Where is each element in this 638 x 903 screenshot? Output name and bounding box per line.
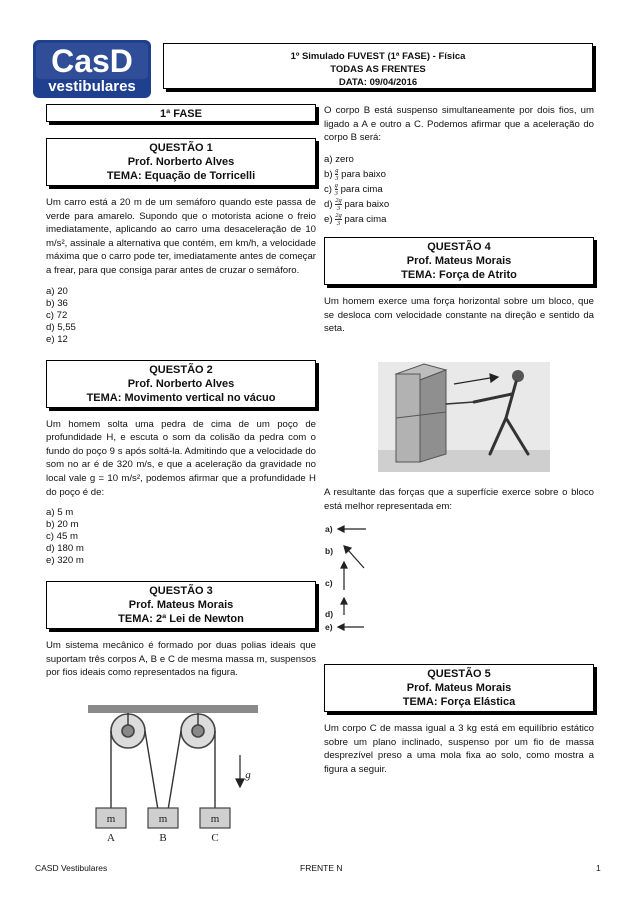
q5-prof: Prof. Mateus Morais <box>406 682 512 694</box>
q4-header <box>324 237 594 285</box>
arrow-e <box>338 624 364 630</box>
q3-title: QUESTÃO 3 <box>149 585 213 598</box>
q4-title: QUESTÃO 4 <box>427 240 491 253</box>
q4-prof: Prof. Mateus Morais <box>406 254 512 267</box>
q4-tema: TEMA: Força de Atrito <box>401 268 517 281</box>
q4-photo <box>378 362 550 472</box>
header-line-1: 1º Simulado FUVEST (1ª FASE) - Física <box>290 51 466 62</box>
q5-tema: TEMA: Força Elástica <box>402 696 516 708</box>
q3-options <box>324 153 594 227</box>
arrow-options <box>324 520 404 632</box>
q2-tema: TEMA: Movimento vertical no vácuo <box>86 391 276 404</box>
q1-option-d: d) 5,55 <box>46 321 76 333</box>
q5-header <box>324 664 594 712</box>
right-column-2 <box>324 486 594 513</box>
q5-title: QUESTÃO 5 <box>427 668 491 680</box>
mass-a-label: m <box>106 813 116 825</box>
q2-title: QUESTÃO 2 <box>149 363 213 376</box>
body-a-label: A <box>107 832 115 844</box>
arrow-b <box>344 546 364 568</box>
q1-option-a: a) 20 <box>46 285 68 297</box>
q1-header <box>46 138 316 186</box>
q3-tema: TEMA: 2ª Lei de Newton <box>118 613 244 626</box>
q1-options <box>46 286 316 346</box>
q2-option-e: e) 320 m <box>46 555 84 567</box>
q3-text: Um sistema mecânico é formado por duas polias ideais que suportam três corpos A, B e C de mesma massa m, suspensos por fios ideais como representados na figura. <box>46 640 316 679</box>
header-line-3: DATA: 09/04/2016 <box>338 77 418 88</box>
q2-header <box>46 360 316 408</box>
q4-text-2: A resultante das forças que a superfície exerce sobre o bloco está melhor representada em: <box>324 487 594 512</box>
arrow-label-a: a) <box>325 524 333 534</box>
q5-text: Um corpo C de massa igual a 3 kg está em equilíbrio estático sobre um plano inclinado, suspenso por um fio de massa desprezível preso a uma mola fixa ao solo, como mostra a figura a seguir. <box>324 723 594 775</box>
arrow-label-c: c) <box>325 578 333 588</box>
q2-option-b: b) 20 m <box>46 519 79 531</box>
pulley-figure <box>88 705 278 845</box>
arrow-c <box>341 562 347 590</box>
logo-main-text: CasD <box>51 43 133 79</box>
header-box <box>163 43 593 89</box>
q2-option-a: a) 5 m <box>46 507 74 519</box>
q1-option-e: e) 12 <box>46 333 68 345</box>
q3-option-c: c) $\frac{g}{3}$ para cima <box>324 181 383 197</box>
mass-c-label: m <box>210 813 220 825</box>
casd-logo <box>33 40 151 98</box>
arrow-label-e: e) <box>325 622 333 632</box>
q1-prof: Prof. Norberto Alves <box>127 156 235 168</box>
q2-option-d: d) 180 m <box>46 543 84 555</box>
arrow-label-d: d) <box>325 609 334 619</box>
q1-option-c: c) 72 <box>46 309 68 321</box>
phase-label: 1ª FASE <box>46 104 316 122</box>
mass-b-label: m <box>158 813 168 825</box>
footer-center: FRENTE N <box>300 863 343 873</box>
q3-option-e: e) $\frac{2g}{3}$ para cima <box>324 211 387 227</box>
q1-title: QUESTÃO 1 <box>149 142 213 154</box>
footer-left: CASD Vestibulares <box>35 863 108 873</box>
q4-text: Um homem exerce uma força horizontal sobre um bloco, que se desloca com velocidade constante na direção e sentido da seta. <box>324 295 594 335</box>
q3-header <box>46 581 316 629</box>
q2-prof: Prof. Norberto Alves <box>127 377 235 390</box>
q1-option-b: b) 36 <box>46 297 68 309</box>
ceiling <box>88 705 258 713</box>
q3-option-a: a) zero <box>324 153 354 165</box>
arrow-a <box>338 526 366 532</box>
q2-text: Um homem solta uma pedra de cima de um poço de profundidade H, e escuta o som da colisão da pedra com o fundo do poço 9 s após soltá-la. Admitindo que a velocidade do som no ar é de 320 m/s, e que a aceleração da gravidade no local vale g = 10 m/s², podemos afirmar que a profundidade H do poço é de: <box>46 418 316 498</box>
q3-option-d: d) $\frac{2g}{3}$ para baixo <box>324 196 390 212</box>
q2-options <box>46 507 316 567</box>
gravity-label: g <box>245 769 251 781</box>
left-column <box>46 104 316 680</box>
arrow-label-b: b) <box>325 546 334 556</box>
right-column-3 <box>324 664 594 776</box>
gravity-arrow <box>236 755 244 787</box>
q3-prof: Prof. Mateus Morais <box>128 599 234 612</box>
right-column <box>324 104 594 336</box>
header-line-2: TODAS AS FRENTES <box>330 64 426 75</box>
q1-tema: TEMA: Equação de Torricelli <box>106 170 256 182</box>
q3-text-2: O corpo B está suspenso simultaneamente por dois fios, um ligado a A e outro a C. Podemos afirmar que a aceleração do corpo B será: <box>324 105 594 144</box>
footer-page-number: 1 <box>596 863 601 873</box>
q2-option-c: c) 45 m <box>46 531 78 543</box>
body-b-label: B <box>159 832 167 844</box>
q3-option-b: b) $\frac{g}{3}$ para baixo <box>324 166 386 182</box>
arrow-d <box>341 598 347 615</box>
body-c-label: C <box>211 832 219 844</box>
q1-text: Um carro está a 20 m de um semáforo quando este passa de verde para amarelo. Supondo que o motorista acione o freio imediatamente, aplicando ao carro uma desaceleração de 10 m/s², assinale a alternativa que contém, em km/h, a velocidade máxima que o carro pode ter, imediatamente antes de começar a frear, para que consiga parar antes de cruzar o semáforo. <box>46 197 316 276</box>
pulleys <box>111 714 215 748</box>
block-image <box>396 364 446 462</box>
logo-sub-text: vestibulares <box>48 78 136 95</box>
